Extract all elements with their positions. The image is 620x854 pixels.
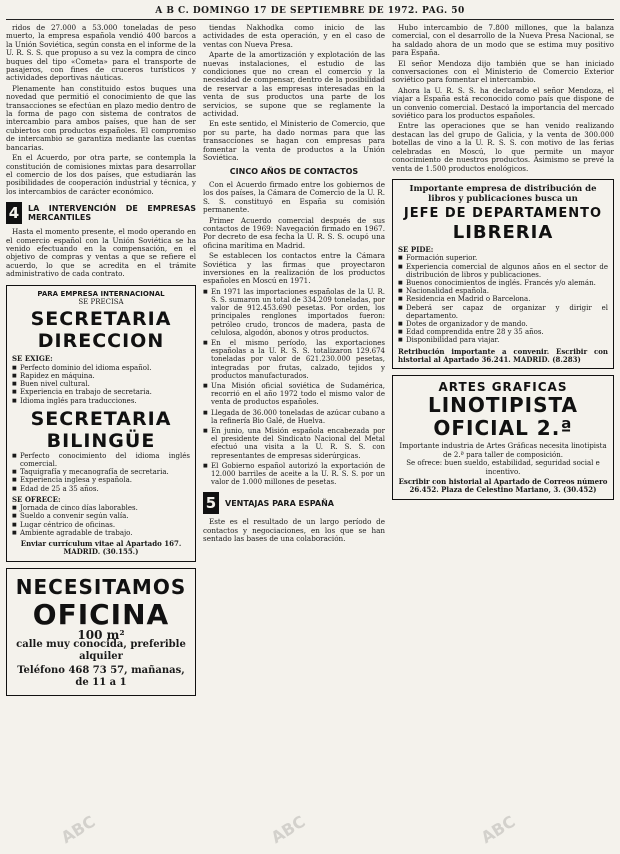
list-item: ■ Lugar céntrico de oficinas. — [12, 521, 190, 529]
list-item: ■ Sueldo a convenir según valía. — [12, 512, 190, 520]
list-item: ■ Edad comprendida entre 28 y 35 años. — [398, 328, 608, 336]
page-header: A B C. DOMINGO 17 DE SEPTIEMBRE DE 1972. PAG. 50 — [155, 6, 465, 16]
list-item: ■ Experiencia comercial de algunos años en el sector de distribución de libros y publicaciones. — [398, 263, 608, 279]
list-item: ■ El Gobierno español autorizó la exportación de 12.000 barriles de aceite a la U. R. S. S. por un valor de 1.000 millones de pesetas. — [203, 462, 385, 487]
list-item: ■ Residencia en Madrid o Barcelona. — [398, 295, 608, 303]
ad-need: SE PRECISA — [78, 297, 124, 306]
ad-requirements-label: SE PIDE: — [398, 244, 434, 254]
ad-top-line: PARA EMPRESA INTERNACIONAL — [37, 289, 165, 298]
ad-offer-label: SE OFRECE: — [12, 494, 61, 504]
ad-top-line: ARTES GRAFICAS — [438, 380, 568, 395]
job-ad-secretaria — [6, 285, 196, 562]
facts-list — [203, 288, 385, 487]
ad-contact: Enviar currículum vitae al Apartado 167. MADRID. (30.155.) — [20, 539, 182, 557]
list-item: ■ Disponibilidad para viajar. — [398, 336, 608, 344]
article-paragraph: Con el Acuerdo firmado entre los gobiernos de los dos países, la Cámara de Comercio de la U. R. S. S. constituyó en España su comisión permanente. — [203, 179, 385, 215]
list-item: ■ En junio, una Misión española encabezada por el presidente del Sindicato Nacional del Metal efectuó una visita a la U. R. S. S. con representantes de empresas siderúrgicas. — [203, 427, 385, 460]
ad-title-necesitamos: NECESITAMOS — [15, 574, 187, 599]
column-3 — [392, 24, 614, 848]
ad-title-libreria: LIBRERIA — [452, 221, 554, 243]
ad-requirements-list — [12, 364, 190, 405]
article-paragraph: Se establecen los contactos entre la Cámara Soviética y las firmas que proyectaron inversiones en la realización de los productos españoles en Moscú en 1971. — [203, 251, 385, 286]
list-item: ■ Una Misión oficial soviética de Sudamérica, recorrió en el año 1972 todo el mismo valor de venta de productos españoles. — [203, 382, 385, 407]
list-item: ■ En el mismo período, las exportaciones españolas a la U. R. S. S. totalizaron 129.674 toneladas por valor de 621.230.000 pesetas, integradas por frutas, calzado, tejidos y productos manufacturados. — [203, 339, 385, 380]
list-item: ■ Taquigrafía y mecanografía de secretaria. — [12, 468, 190, 476]
ad-title-direccion: SECRETARIA DIRECCION — [30, 308, 172, 353]
article-paragraph: ridos de 27.000 a 53.000 toneladas de peso muerto, la empresa española vendió 400 barcos a la Unión Soviética, según consta en el informe de la U. R. S. S. que propuso a su vez la compra de cinco buques del tipo «Cometa» para el transporte de pasajeros, con fines de cruceros turísticos y actividades deportivas náuticas. — [6, 24, 196, 83]
ad-title-linotipista: LINOTIPISTA — [427, 393, 579, 418]
list-item: ■ Buen nivel cultural. — [12, 380, 190, 388]
article-paragraph: Entre las operaciones que se han venido realizando destacan las del grupo de Galicia, y la venta de 300.000 botellas de vino a la U. R. S. S. con motivo de las ferias celebradas en Moscú, lo que permite un mayor conocimiento de nuestros productos. Asimismo se prevé la venta de 1.500 productos enológicos. — [392, 121, 614, 173]
ad-requirements-list-2 — [12, 452, 190, 493]
article-paragraph: Hasta el momento presente, el modo operando en el comercio español con la Unión Soviética se ha venido efectuando en la compensación, en el objetivo de compras y ventas a que se refiere el acuerdo, lo que se acredita en el trámite administrativo de cada contrato. — [6, 227, 196, 279]
office-ad — [6, 568, 196, 696]
list-item: ■ Formación superior. — [398, 254, 608, 262]
column-2 — [203, 24, 385, 848]
list-item: ■ Rapidez en máquina. — [12, 372, 190, 380]
ad-title-bilingue: SECRETARIA BILINGÜE — [30, 407, 172, 452]
ad-description: Importante industria de Artes Gráficas necesita linotipista de 2.ª para taller de composición. — [399, 442, 607, 459]
ad-requirements-list — [398, 254, 608, 344]
list-item: ■ Deberá ser capaz de organizar y dirigir el departamento. — [398, 304, 608, 320]
section-4-heading — [6, 202, 196, 224]
ad-description: calle muy conocida, preferible alquiler — [16, 639, 186, 663]
job-ad-linotipista — [392, 375, 614, 499]
article-paragraph: Plenamente han constituido estos buques una novedad que permitió el conocimiento de que las transacciones se efectúan en plazo medio dentro de la forma de pago con sistema de contratos de intercambio para ambos países, que han de ser cubiertos con productos españoles. El compromiso de intercambio se garantiza mediante las cuentas bancarias. — [6, 83, 196, 152]
list-item: ■ Buenos conocimientos de inglés. Francés y/o alemán. — [398, 279, 608, 287]
section-number: 5 — [203, 492, 219, 514]
ad-contact: Escribir con historial al Apartado de Correos número 26.452. Plaza de Celestino Mariano, 3. (30.452) — [398, 476, 608, 495]
watermark: ABC — [477, 811, 519, 848]
section-title: VENTAJAS PARA ESPAÑA — [225, 498, 334, 508]
list-item: ■ Experiencia en trabajo de secretaria. — [12, 388, 190, 396]
article-paragraph: Hubo intercambio de 7.800 millones, que la balanza comercial, con el desarrollo de la Nueva Presa Nacional, se ha saldado ahora de un modo que se estima muy positivo para España. — [392, 24, 614, 58]
column-1 — [6, 24, 196, 848]
list-item: ■ Idioma inglés para traducciones. — [12, 397, 190, 405]
list-item: ■ Ambiente agradable de trabajo. — [12, 529, 190, 537]
section-title: LA INTERVENCIÓN DE EMPRESAS MERCANTILES — [28, 204, 196, 223]
article-paragraph: En el Acuerdo, por otra parte, se contempla la constitución de comisiones mixtas para desarrollar el comercio de los dos países, que estudiarán las posibilidades de cooperación industrial y técnica, y los intercambios de carácter económico. — [6, 153, 196, 196]
ad-title-jefe: JEFE DE DEPARTAMENTO — [403, 205, 603, 221]
section-subheading: CINCO AÑOS DE CONTACTOS — [229, 166, 359, 176]
job-ad-libreria — [392, 179, 614, 369]
article-paragraph: tiendas Nakhodka como inicio de las actividades de esta operación, y en el caso de ventas con Nueva Presa. — [203, 24, 385, 49]
list-item: ■ Jornada de cinco días laborables. — [12, 504, 190, 512]
watermark: ABC — [57, 811, 99, 848]
article-paragraph: Aparte de la amortización y explotación de las nuevas instalaciones, el estudio de las condiciones que no crean el comercio y la necesidad de compensar, dentro de la posibilidad de reservar a las empresas interesadas en la venta de sus productos una parte de los servicios, se supone que se reglamente la actividad. — [203, 50, 385, 119]
list-item: ■ Experiencia inglesa y española. — [12, 476, 190, 484]
list-item: ■ Perfecto dominio del idioma español. — [12, 364, 190, 372]
ad-intro: Importante empresa de distribución de libros y publicaciones busca un — [409, 183, 597, 204]
section-5-heading — [203, 492, 385, 514]
list-item: ■ Dotes de organizador y de mando. — [398, 320, 608, 328]
list-item: ■ Llegada de 36.000 toneladas de azúcar cubano a la refinería Bio Galé, de Huelva. — [203, 409, 385, 425]
watermark: ABC — [267, 811, 309, 848]
article-paragraph: Ahora la U. R. S. S. ha declarado el señor Mendoza, el viajar a España está reconocido como país que dispone de un convenio comercial. Destacó la importancia del mercado soviético para los productos españoles. — [392, 85, 614, 121]
ad-title-oficina: OFICINA — [32, 597, 170, 631]
ad-offer-list — [12, 504, 190, 537]
section-number: 4 — [6, 202, 22, 224]
list-item: ■ Edad de 25 a 35 años. — [12, 485, 190, 493]
list-item: ■ Nacionalidad española. — [398, 287, 608, 295]
article-paragraph: Este es el resultado de un largo período de contactos y negociaciones, en los que se han sentado las bases de una colaboración. — [203, 517, 385, 544]
ad-size: 100 m² — [77, 627, 125, 642]
ad-offer: Se ofrece: buen sueldo, estabilidad, seguridad social e incentivo. — [406, 459, 600, 476]
article-paragraph: El señor Mendoza dijo también que se han iniciado conversaciones con el Ministerio de Comercio Exterior soviético para fomentar el intercambio. — [392, 58, 614, 85]
list-item: ■ Perfecto conocimiento del idioma inglés comercial. — [12, 452, 190, 468]
list-item: ■ En 1971 las importaciones españolas de la U. R. S. S. sumaron un total de 334.209 toneladas, por valor de 912.453.690 pesetas. Por orden, los principales renglones importados fueron: petróleo crudo, troncos de madera, pasta de celulosa, algodón, abonos y otros productos. — [203, 288, 385, 337]
header-rule — [6, 19, 614, 20]
ad-requirements-label: SE EXIGE: — [12, 354, 53, 364]
ad-phone: Teléfono 468 73 57, mañanas, de 11 a 1 — [17, 665, 185, 689]
article-paragraph: Primer Acuerdo comercial después de sus contactos de 1969: Navegación firmado en 1967. Por decreto de esa fecha la U. R. S. S. ocupó una oficina marítima en Madrid. — [203, 215, 385, 250]
ad-title-oficial: OFICIAL 2.ª — [433, 416, 573, 441]
ad-contact: Retribución importante a convenir. Escribir con historial al Apartado 36.241. MADRID. (8.283) — [398, 346, 608, 364]
article-paragraph: En este sentido, el Ministerio de Comercio, que por su parte, ha dado normas para que las transacciones se hagan con empresas para fomentar la venta de productos a la Unión Soviética. — [203, 119, 385, 163]
